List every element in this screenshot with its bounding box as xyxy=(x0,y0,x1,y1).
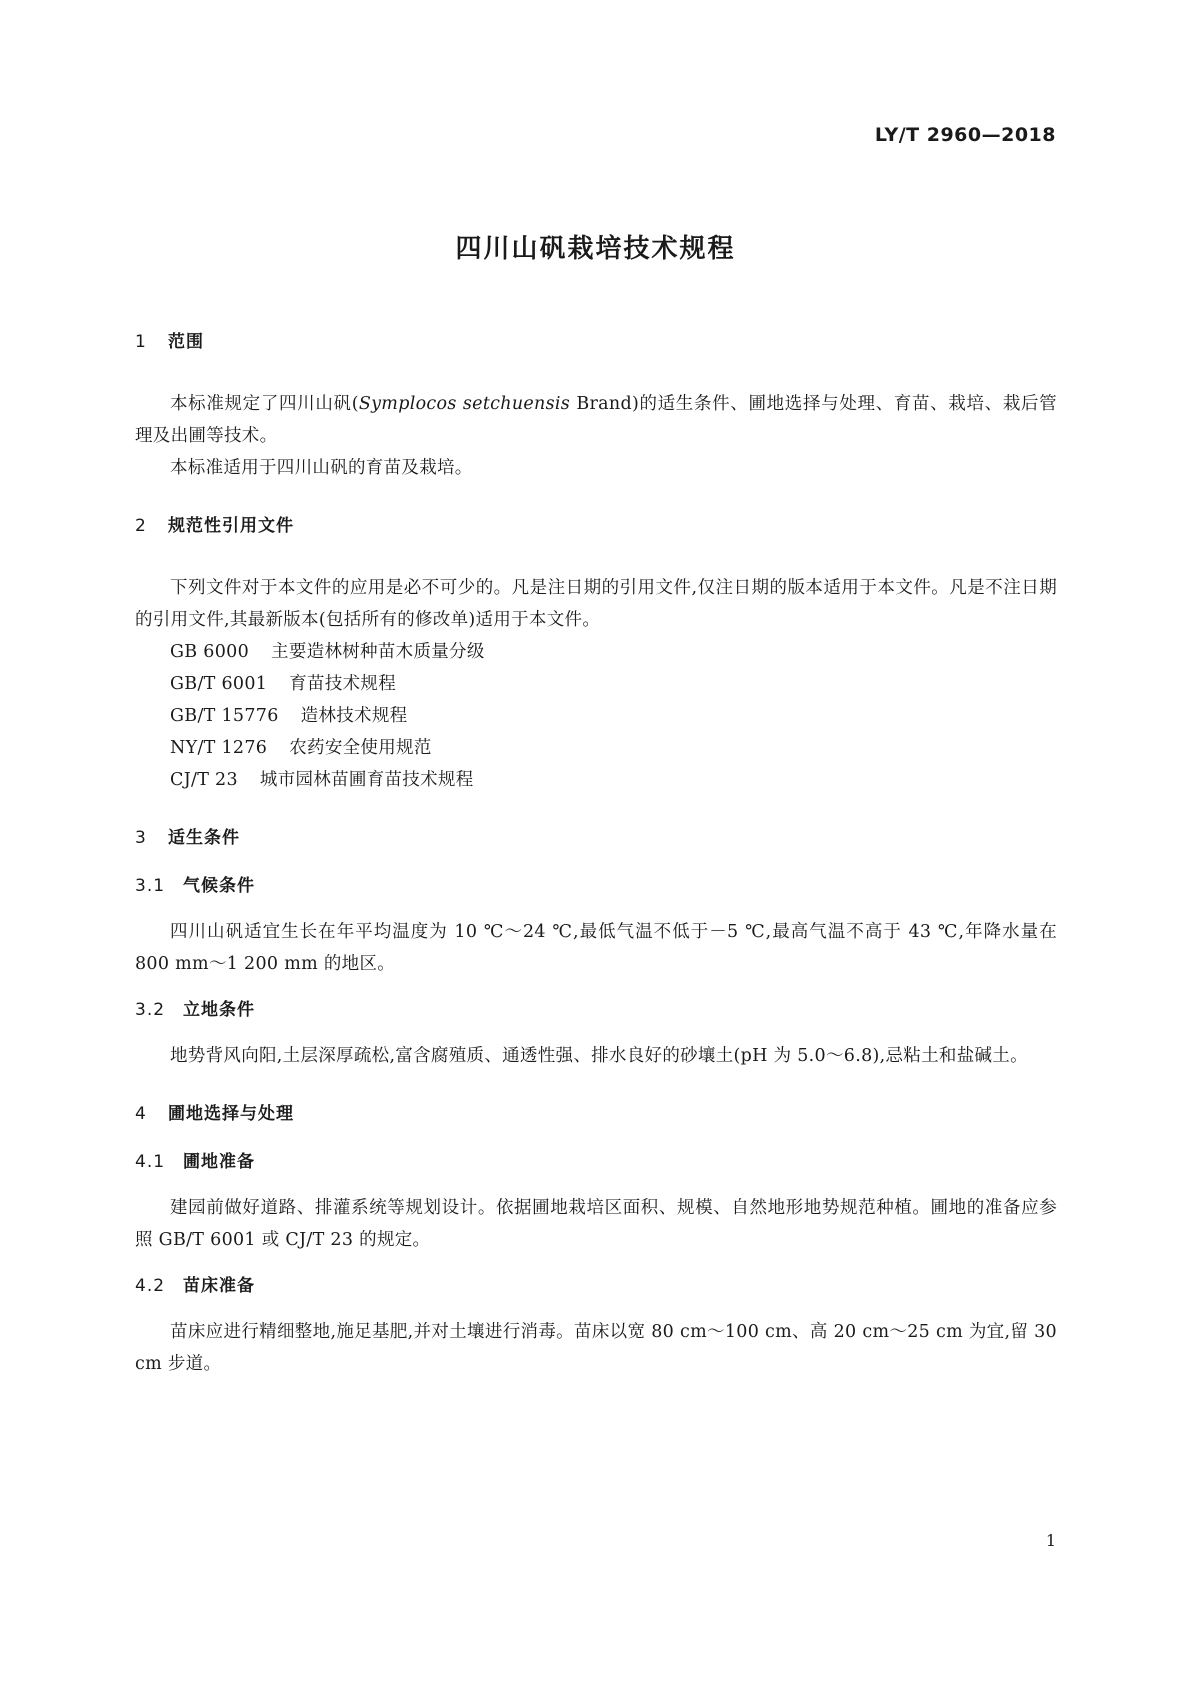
seedbed-paragraph: 苗床应进行精细整地,施足基肥,并对土壤进行消毒。苗床以宽 80 cm～100 cm、高 20 cm～25 cm 为宜,留 30 cm 步道。 xyxy=(135,1322,1057,1374)
subsection-title: 苗床准备 xyxy=(183,1276,255,1296)
climate-paragraph: 四川山矾适宜生长在年平均温度为 10 ℃～24 ℃,最低气温不低于－5 ℃,最高气温不高于 43 ℃,年降水量在 800 mm～1 200 mm 的地区。 xyxy=(135,922,1057,974)
section-heading-nursery xyxy=(135,1102,1057,1126)
section-number: 2 xyxy=(135,516,147,536)
section-title: 范围 xyxy=(168,332,204,352)
scope-paragraph-1 xyxy=(135,388,1057,452)
reference-title: 育苗技术规程 xyxy=(289,674,397,694)
reference-item xyxy=(135,732,1057,764)
scope-paragraph-2: 本标准适用于四川山矾的育苗及栽培。 xyxy=(170,458,473,478)
site-paragraph: 地势背风向阳,土层深厚疏松,富含腐殖质、通透性强、排水良好的砂壤土(pH 为 5.0～6.8),忌粘土和盐碱土。 xyxy=(170,1046,1028,1066)
standard-code: LY/T 2960—2018 xyxy=(874,124,1056,146)
reference-list xyxy=(135,636,1057,796)
reference-code: GB/T 6001 xyxy=(170,674,268,694)
latin-name: Symplocos setchuensis xyxy=(358,394,571,414)
subsection-title: 立地条件 xyxy=(183,1000,255,1020)
reference-code: CJ/T 23 xyxy=(170,770,238,790)
reference-code: GB/T 15776 xyxy=(170,706,279,726)
reference-code: GB 6000 xyxy=(170,642,250,662)
nursery-prep-paragraph: 建园前做好道路、排灌系统等规划设计。依据圃地栽培区面积、规模、自然地形地势规范种植。圃地的准备应参照 GB/T 6001 或 CJ/T 23 的规定。 xyxy=(135,1198,1057,1250)
subsection-title: 气候条件 xyxy=(183,876,255,896)
section-heading-suitable-conditions xyxy=(135,826,1057,850)
section-title: 规范性引用文件 xyxy=(168,516,294,536)
subsection-number: 3.1 xyxy=(135,876,166,896)
section-heading-normative-references xyxy=(135,514,1057,538)
document-body xyxy=(135,330,1057,1380)
document-title: 四川山矾栽培技术规程 xyxy=(455,234,736,264)
subsection-number: 3.2 xyxy=(135,1000,166,1020)
section-number: 4 xyxy=(135,1104,147,1124)
scope-text-after: Brand)的适生条件、圃地选择与处理、育苗、栽培、栽后管理及出圃等技术。 xyxy=(135,394,1057,446)
reference-item xyxy=(135,636,1057,668)
section-number: 1 xyxy=(135,332,147,352)
subsection-heading-site xyxy=(135,998,1057,1022)
subsection-heading-seedbed xyxy=(135,1274,1057,1298)
reference-title: 城市园林苗圃育苗技术规程 xyxy=(259,770,474,790)
page-number: 1 xyxy=(1045,1531,1056,1550)
section-number: 3 xyxy=(135,828,147,848)
reference-title: 农药安全使用规范 xyxy=(289,738,432,758)
subsection-title: 圃地准备 xyxy=(183,1152,255,1172)
subsection-heading-nursery-prep xyxy=(135,1150,1057,1174)
reference-code: NY/T 1276 xyxy=(170,738,268,758)
section-title: 圃地选择与处理 xyxy=(168,1104,294,1124)
references-intro: 下列文件对于本文件的应用是必不可少的。凡是注日期的引用文件,仅注日期的版本适用于本文件。凡是不注日期的引用文件,其最新版本(包括所有的修改单)适用于本文件。 xyxy=(135,578,1057,630)
section-heading-scope xyxy=(135,330,1057,354)
reference-title: 主要造林树种苗木质量分级 xyxy=(271,642,485,662)
subsection-number: 4.1 xyxy=(135,1152,166,1172)
scope-text-before: 本标准规定了四川山矾( xyxy=(170,394,359,414)
reference-item xyxy=(135,668,1057,700)
subsection-number: 4.2 xyxy=(135,1276,166,1296)
section-title: 适生条件 xyxy=(168,828,240,848)
reference-title: 造林技术规程 xyxy=(300,706,408,726)
subsection-heading-climate xyxy=(135,874,1057,898)
reference-item xyxy=(135,700,1057,732)
reference-item xyxy=(135,764,1057,796)
